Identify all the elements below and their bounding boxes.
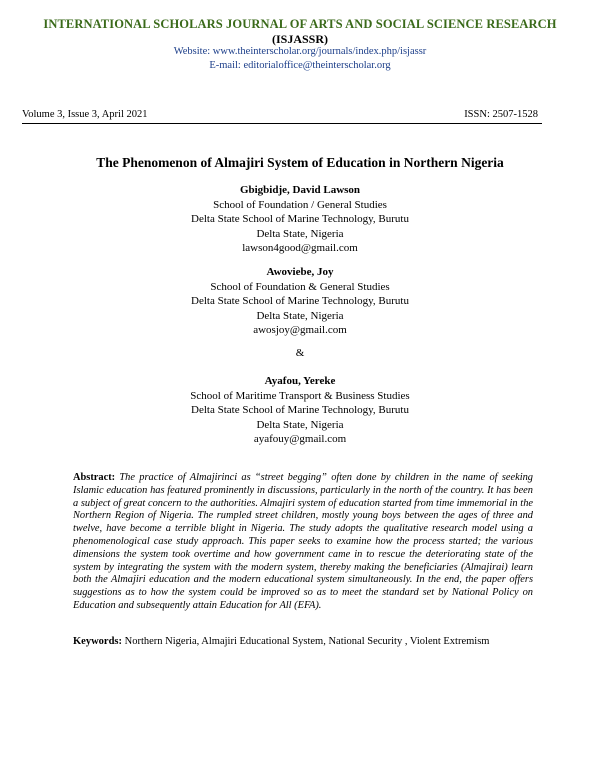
- journal-name: INTERNATIONAL SCHOLARS JOURNAL OF ARTS AND SOCIAL SCIENCE RESEARCH: [43, 17, 557, 31]
- author-name: Awoviebe, Joy: [266, 266, 334, 278]
- abstract-text: The practice of Almajirinci as “street begging” often done by children in the name of seeking Islamic education has featured prominently in discussions, particularly in the north of the country. It has been a subject of great concern to the authorities. Almajiri system of education started from time immemorial in the Northern Region of Nigeria. The rumpled street children, mostly young boys between the ages of three and twelve, have become a terrible blight in Nigeria. The study adopts the qualitative research model using a phenomenological case study approach. This paper seeks to examine how the process started; the various dimensions the system took overtime and how government came in to rescue the deteriorating state of the system by integrating the system with the modern system, thereby making the beneficiaries (Almajirai) learn both the Almajiri education and the modern educational system simultaneously. In the end, the paper offers suggestions as to how the system could be improved so as to meet the standard set by National Policy on Education and subsequently attain Education for All (EFA).: [73, 472, 533, 611]
- author-dept: School of Maritime Transport & Business Studies: [190, 389, 410, 402]
- header-rule: [22, 123, 542, 124]
- journal-website[interactable]: Website: www.theinterscholar.org/journals/index.php/isjassr: [173, 46, 427, 57]
- journal-abbreviation: (ISJASSR): [271, 32, 328, 46]
- author-location: Delta State, Nigeria: [256, 418, 344, 431]
- author-name: Gbigbidje, David Lawson: [239, 184, 361, 196]
- author-name: Ayafou, Yereke: [264, 375, 336, 387]
- author-block-3: [0, 374, 600, 447]
- abstract-label: Abstract:: [73, 472, 120, 483]
- paper-title: The Phenomenon of Almajiri System of Education in Northern Nigeria: [96, 155, 504, 170]
- author-institution: Delta State School of Marine Technology, Burutu: [191, 295, 409, 307]
- issn: ISSN: 2507-1528: [464, 109, 538, 120]
- volume-info: Volume 3, Issue 3, April 2021: [22, 109, 148, 120]
- abstract: [73, 472, 533, 613]
- author-email[interactable]: lawson4good@gmail.com: [242, 242, 358, 254]
- author-location: Delta State, Nigeria: [256, 309, 344, 322]
- author-email[interactable]: ayafouy@gmail.com: [253, 433, 347, 445]
- keywords: [73, 635, 533, 648]
- author-separator: &: [295, 347, 305, 359]
- keywords-label: Keywords:: [73, 636, 125, 647]
- author-dept: School of Foundation / General Studies: [213, 198, 387, 211]
- author-institution: Delta State School of Marine Technology, Burutu: [191, 404, 409, 416]
- author-block-1: [0, 183, 600, 256]
- journal-email[interactable]: E-mail: editorialoffice@theinterscholar.org: [209, 60, 391, 71]
- author-location: Delta State, Nigeria: [256, 227, 344, 240]
- keywords-text: Northern Nigeria, Almajiri Educational System, National Security , Violent Extremism: [124, 636, 490, 647]
- author-dept: School of Foundation & General Studies: [210, 280, 390, 293]
- author-block-2: [0, 265, 600, 338]
- author-email[interactable]: awosjoy@gmail.com: [253, 324, 347, 336]
- author-institution: Delta State School of Marine Technology, Burutu: [191, 213, 409, 225]
